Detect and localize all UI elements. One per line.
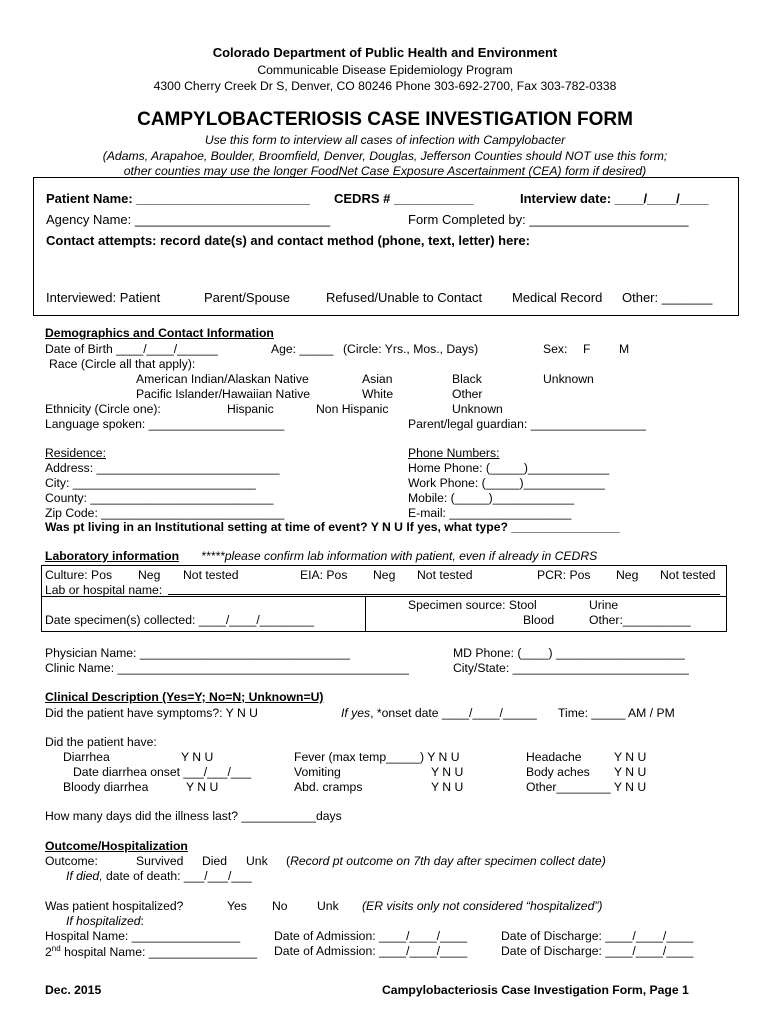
- interviewed-other-field[interactable]: Other: _______: [622, 290, 713, 305]
- refused-option[interactable]: Refused/Unable to Contact: [326, 290, 483, 305]
- clinical-heading: Clinical Description (Yes=Y; No=N; Unknown=U): [45, 690, 324, 704]
- outcome-label: Outcome:: [45, 854, 98, 868]
- address-field[interactable]: Address: ___________________________: [45, 461, 280, 475]
- culture-not-tested-option[interactable]: Not tested: [183, 568, 239, 582]
- abd-cramps-ynu[interactable]: Y N U: [431, 780, 464, 794]
- email-field[interactable]: E-mail: __________________: [408, 506, 572, 520]
- body-aches-label: Body aches: [526, 765, 590, 779]
- dob-field[interactable]: Date of Birth ____/____/______: [45, 342, 218, 356]
- race-asian-option[interactable]: Asian: [362, 372, 393, 386]
- vomiting-label: Vomiting: [294, 765, 341, 779]
- eia-not-tested-option[interactable]: Not tested: [417, 568, 473, 582]
- phone-heading: Phone Numbers:: [408, 446, 500, 460]
- ethnicity-hispanic-option[interactable]: Hispanic: [227, 402, 274, 416]
- specimen-blood-option[interactable]: Blood: [523, 613, 555, 627]
- vomiting-ynu[interactable]: Y N U: [431, 765, 464, 779]
- specimen-urine-option[interactable]: Urine: [589, 598, 619, 612]
- culture-neg-option[interactable]: Neg: [138, 568, 161, 582]
- county-field[interactable]: County: ___________________________: [45, 491, 274, 505]
- if-hospitalized-label: If hospitalized:: [66, 914, 144, 928]
- did-patient-have-label: Did the patient have:: [45, 735, 157, 749]
- onset-if-yes: If yes: [341, 706, 371, 720]
- instruction-line-3: other counties may use the longer FoodNet Case Exposure Ascertainment (CEA) form if desired): [123, 164, 647, 178]
- onset-time-field[interactable]: Time: _____ AM / PM: [558, 706, 675, 720]
- body-aches-ynu[interactable]: Y N U: [614, 765, 647, 779]
- race-label: Race (Circle all that apply):: [49, 357, 196, 371]
- outcome-survived-option[interactable]: Survived: [136, 854, 184, 868]
- footer-date: Dec. 2015: [45, 983, 102, 997]
- pcr-pos-option[interactable]: PCR: Pos: [537, 568, 591, 582]
- hospitalized-unk-option[interactable]: Unk: [317, 899, 339, 913]
- form-completed-field[interactable]: Form Completed by: ______________________: [408, 212, 689, 227]
- race-pacific-option[interactable]: Pacific Islander/Hawaiian Native: [136, 387, 311, 401]
- mobile-phone-field[interactable]: Mobile: (_____)____________: [408, 491, 575, 505]
- headache-ynu[interactable]: Y N U: [614, 750, 647, 764]
- interviewed-patient-option[interactable]: Interviewed: Patient: [46, 290, 161, 305]
- fever-field[interactable]: Fever (max temp_____) Y N U: [294, 750, 460, 764]
- date-collected-field[interactable]: Date specimen(s) collected: ____/____/________: [45, 613, 314, 627]
- pcr-neg-option[interactable]: Neg: [616, 568, 639, 582]
- ethnicity-unknown-option[interactable]: Unknown: [452, 402, 503, 416]
- age-field[interactable]: Age: _____: [271, 342, 334, 356]
- interviewed-parent-option[interactable]: Parent/Spouse: [204, 290, 291, 305]
- laboratory-heading: Laboratory information: [45, 549, 180, 563]
- outcome-died-option[interactable]: Died: [202, 854, 228, 868]
- pcr-not-tested-option[interactable]: Not tested: [660, 568, 716, 582]
- race-white-option[interactable]: White: [362, 387, 394, 401]
- other-symptom-field[interactable]: Other________ Y N U: [526, 780, 647, 794]
- clinic-name-field[interactable]: Clinic Name: ___________________________________________: [45, 661, 409, 675]
- age-unit-options[interactable]: (Circle: Yrs., Mos., Days): [343, 342, 479, 356]
- admission-date-field[interactable]: Date of Admission: ____/____/____: [274, 929, 468, 943]
- ethnicity-non-hispanic-option[interactable]: Non Hispanic: [316, 402, 389, 416]
- form-title: CAMPYLOBACTERIOSIS CASE INVESTIGATION FORM: [137, 109, 633, 130]
- instruction-line-2: (Adams, Arapahoe, Boulder, Broomfield, Denver, Douglas, Jefferson Counties should NOT use this form;: [102, 149, 668, 163]
- race-aian-option[interactable]: American Indian/Alaskan Native: [136, 372, 309, 386]
- hospitalized-question: Was patient hospitalized?: [45, 899, 184, 913]
- demographics-heading: Demographics and Contact Information: [45, 326, 274, 340]
- race-black-option[interactable]: Black: [452, 372, 482, 386]
- specimen-stool-option[interactable]: Specimen source: Stool: [408, 598, 537, 612]
- bloody-diarrhea-ynu[interactable]: Y N U: [186, 780, 219, 794]
- guardian-field[interactable]: Parent/legal guardian: _________________: [408, 417, 646, 431]
- sex-female-option[interactable]: F: [583, 342, 591, 356]
- diarrhea-onset-field[interactable]: Date diarrhea onset ___/___/___: [73, 765, 252, 779]
- sex-label: Sex:: [543, 342, 568, 356]
- agency-name-field[interactable]: Agency Name: ___________________________: [46, 212, 331, 227]
- hospital-name-field[interactable]: Hospital Name: ________________: [45, 929, 241, 943]
- language-field[interactable]: Language spoken: ____________________: [45, 417, 285, 431]
- second-discharge-date-field[interactable]: Date of Discharge: ____/____/____: [501, 944, 694, 958]
- second-hospital-name-field[interactable]: 2nd hospital Name: ________________: [45, 944, 258, 960]
- work-phone-field[interactable]: Work Phone: (_____)____________: [408, 476, 605, 490]
- race-other-option[interactable]: Other: [452, 387, 483, 401]
- second-admission-date-field[interactable]: Date of Admission: ____/____/____: [274, 944, 468, 958]
- md-phone-field[interactable]: MD Phone: (____) ___________________: [453, 646, 685, 660]
- hospitalized-yes-option[interactable]: Yes: [227, 899, 247, 913]
- city-state-field[interactable]: City/State: __________________________: [453, 661, 689, 675]
- outcome-note: (Record pt outcome on 7th day after specimen collect date): [286, 854, 606, 868]
- footer-page-label: Campylobacteriosis Case Investigation Form, Page 1: [382, 983, 689, 997]
- headache-label: Headache: [526, 750, 582, 764]
- physician-name-field[interactable]: Physician Name: _______________________________: [45, 646, 350, 660]
- department-name: Colorado Department of Public Health and Environment: [212, 45, 558, 60]
- sex-male-option[interactable]: M: [619, 342, 630, 356]
- home-phone-field[interactable]: Home Phone: (_____)____________: [408, 461, 610, 475]
- medical-record-option[interactable]: Medical Record: [512, 290, 603, 305]
- contact-attempts-label: Contact attempts: record date(s) and contact method (phone, text, letter) here:: [46, 233, 530, 248]
- zip-field[interactable]: Zip Code: ___________________________: [45, 506, 285, 520]
- abd-cramps-label: Abd. cramps: [294, 780, 363, 794]
- instruction-line-1: Use this form to interview all cases of infection with Campylobacter: [204, 133, 566, 147]
- lab-col-divider: [365, 596, 366, 632]
- interview-date-field[interactable]: Interview date: ____/____/____: [520, 191, 709, 206]
- date-of-death-field[interactable]: If died, date of death: ___/___/___: [66, 869, 252, 883]
- diarrhea-ynu[interactable]: Y N U: [181, 750, 214, 764]
- outcome-unk-option[interactable]: Unk: [246, 854, 268, 868]
- lab-name-line[interactable]: [168, 594, 720, 595]
- patient-name-field[interactable]: Patient Name: ________________________: [46, 191, 310, 206]
- discharge-date-field[interactable]: Date of Discharge: ____/____/____: [501, 929, 694, 943]
- department-address: 4300 Cherry Creek Dr S, Denver, CO 80246 Phone 303-692-2700, Fax 303-782-0338: [153, 79, 617, 93]
- illness-days-field[interactable]: How many days did the illness last? ___________days: [45, 809, 342, 823]
- laboratory-note: *****please confirm lab information with patient, even if already in CEDRS: [201, 549, 598, 563]
- onset-date-text: , *onset date ____/____/_____: [370, 706, 537, 720]
- eia-neg-option[interactable]: Neg: [373, 568, 396, 582]
- hospitalized-no-option[interactable]: No: [272, 899, 288, 913]
- outcome-heading: Outcome/Hospitalization: [45, 839, 188, 853]
- cedrs-field[interactable]: CEDRS # ___________: [334, 191, 474, 206]
- specimen-other-field[interactable]: Other:__________: [589, 613, 691, 627]
- eia-pos-option[interactable]: EIA: Pos: [300, 568, 348, 582]
- residence-heading: Residence:: [45, 446, 106, 460]
- diarrhea-label: Diarrhea: [63, 750, 110, 764]
- onset-date-field[interactable]: [341, 706, 537, 720]
- symptoms-question[interactable]: Did the patient have symptoms?: Y N U: [45, 706, 258, 720]
- ethnicity-label: Ethnicity (Circle one):: [45, 402, 161, 416]
- er-visit-note: (ER visits only not considered “hospitalized”): [362, 899, 603, 913]
- race-unknown-option[interactable]: Unknown: [543, 372, 594, 386]
- city-field[interactable]: City: ___________________________: [45, 476, 256, 490]
- institutional-setting-field[interactable]: Was pt living in an Institutional setting at time of event? Y N U If yes, what type? ________________: [45, 520, 620, 534]
- culture-pos-option[interactable]: Culture: Pos: [45, 568, 113, 582]
- program-name: Communicable Disease Epidemiology Program: [257, 63, 513, 77]
- bloody-diarrhea-label: Bloody diarrhea: [63, 780, 149, 794]
- lab-name-label: Lab or hospital name:: [45, 583, 163, 597]
